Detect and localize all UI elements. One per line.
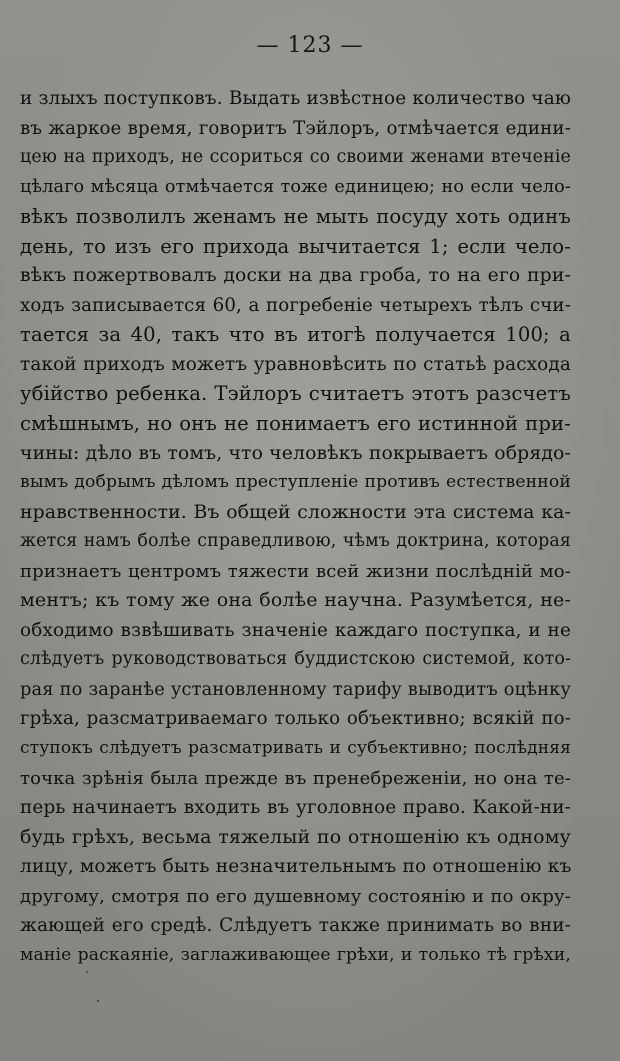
text-line: чины: дѣло въ томъ, что человѣкъ покрываетъ обрядо- xyxy=(20,442,571,464)
text-line: лицу, можетъ быть незначительнымъ по отношенію къ xyxy=(20,856,572,878)
page-number: — 123 — xyxy=(256,33,364,58)
text-line: точка зрѣнія была прежде въ пренебреженіи, но она те- xyxy=(20,767,571,789)
text-line: вѣкъ пожертвовалъ доски на два гроба, то на его при- xyxy=(20,265,571,287)
text-line: и злыхъ поступковъ. Выдать извѣстное количество чаю xyxy=(20,88,571,109)
text-line: другому, смотря по его душевному состоянію и по окру- xyxy=(20,885,571,907)
text-line: день, то изъ его прихода вычитается 1; если чело- xyxy=(20,234,571,258)
print-speck xyxy=(86,971,88,973)
text-line: цѣлаго мѣсяца отмѣчается тоже единицею; но если чело- xyxy=(20,176,571,197)
text-line: слѣдуетъ руководствоваться буддистскою системой, кото- xyxy=(20,649,571,670)
text-line: жающей его средѣ. Слѣдуетъ также принимать во вни- xyxy=(20,915,571,937)
text-line: тается за 40, такъ что въ итогѣ получается 100; а xyxy=(20,323,571,347)
text-line: вѣкъ позволилъ женамъ не мыть посуду хоть одинъ xyxy=(20,205,571,229)
text-line: такой приходъ можетъ уравновѣсить по статьѣ расхода xyxy=(20,353,571,375)
text-line: жется намъ болѣе справедливою, чѣмъ доктрина, которая xyxy=(20,531,571,552)
print-speck xyxy=(97,1000,99,1002)
text-line: перь начинаетъ входить въ уголовное право. Какой-ни- xyxy=(20,797,571,819)
text-line: маніе раскаяніе, заглаживающее грѣхи, и только тѣ грѣхи, xyxy=(20,944,571,965)
text-line: будь грѣхъ, весьма тяжелый по отношенію къ одному xyxy=(20,825,571,848)
text-line: признаетъ центромъ тяжести всей жизни послѣдній мо- xyxy=(20,560,571,582)
text-line: въ жаркое время, говоритъ Тэйлоръ, отмѣчается едини- xyxy=(20,117,571,139)
text-line: ступокъ слѣдуетъ разсматривать и субъективно; послѣдняя xyxy=(20,738,571,759)
text-line: обходимо взвѣшивать значеніе каждаго поступка, и не xyxy=(20,619,571,641)
text-line: вымъ добрымъ дѣломъ преступленіе противъ естественной xyxy=(20,472,571,493)
text-line: рая по заранѣе установленному тарифу выводитъ оцѣнку xyxy=(20,678,571,700)
text-line: убійство ребенка. Тэйлоръ считаетъ этотъ разсчетъ xyxy=(20,382,571,406)
text-line: нравственности. Въ общей сложности эта система ка- xyxy=(20,501,571,523)
text-line: цею на приходъ, не ссориться со своими женами втеченіе xyxy=(20,147,571,168)
body-text xyxy=(20,84,571,970)
text-line: ходъ записывается 60, а погребеніе четырехъ тѣлъ счи- xyxy=(20,294,571,316)
text-line: грѣха, разсматриваемаго только объективно; всякій по- xyxy=(20,708,571,730)
text-line: ментъ; къ тому же она болѣе научна. Разумѣется, не- xyxy=(20,589,571,612)
text-line: смѣшнымъ, но онъ не понимаетъ его истинной при- xyxy=(20,412,571,436)
